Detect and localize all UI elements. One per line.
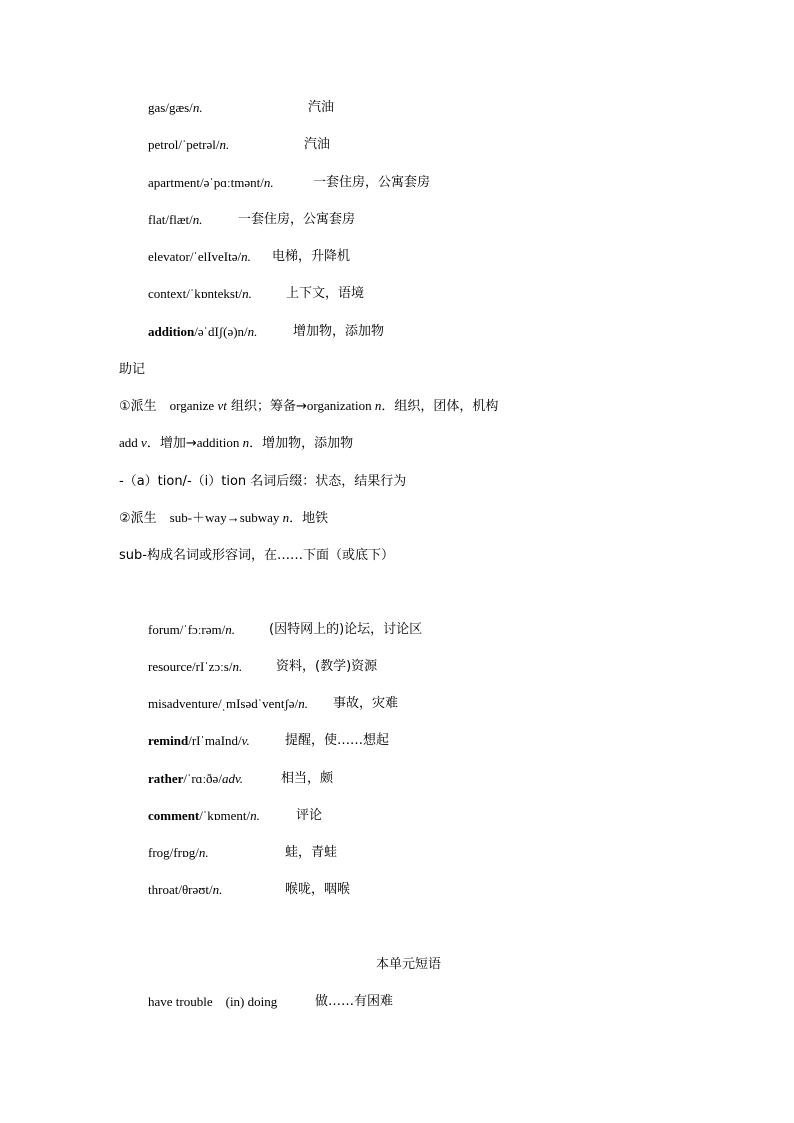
vocab-phonetic: /əˈdIʃ(ə)n/	[194, 324, 248, 339]
vocab-phonetic: /frɒg/	[169, 845, 199, 860]
note-meaning: ．增加物，添加物	[249, 436, 354, 451]
note-line-3	[119, 472, 406, 491]
vocab-meaning: 相当，颇	[281, 771, 334, 786]
vocab-item	[148, 323, 548, 341]
vocab-item	[148, 248, 548, 266]
vocab-meaning: 电梯，升降机	[272, 249, 351, 264]
phrase-item	[148, 993, 548, 1011]
notes-title-text: 助记	[119, 362, 146, 377]
vocab-pos: n.	[225, 622, 236, 637]
vocab-phonetic: /ˈpetrəl/	[178, 137, 220, 152]
notes-title	[119, 360, 145, 379]
vocab-item	[148, 136, 548, 154]
phrase-en: have trouble (in) doing	[148, 994, 278, 1009]
vocab-pos: n.	[212, 882, 223, 897]
vocab-word: throat	[148, 882, 179, 897]
note-pos: v	[141, 435, 147, 450]
vocab-item	[148, 211, 548, 229]
vocab-word: elevator	[148, 249, 190, 264]
vocab-pos: n.	[241, 249, 251, 264]
vocab-meaning: 提醒，使……想起	[285, 733, 390, 748]
vocab-meaning: 一套住房，公寓套房	[313, 175, 431, 190]
vocab-meaning: 汽油	[308, 100, 335, 115]
vocab-word: misadventure	[148, 696, 219, 711]
note-meaning: ．组织，团体，机构	[381, 399, 499, 414]
vocab-phonetic: /ˈfɔːrəm/	[179, 622, 226, 637]
vocab-pos: n.	[219, 137, 230, 152]
vocab-pos: n.	[192, 212, 203, 227]
vocab-pos: n.	[247, 324, 258, 339]
vocab-item	[148, 807, 548, 825]
vocab-phonetic: /rIˈmaInd/	[188, 733, 242, 748]
vocab-item	[148, 770, 548, 788]
note-prefix: ②派生	[119, 511, 157, 526]
note-meaning: ．地铁	[289, 511, 329, 526]
vocab-word: rather	[148, 771, 184, 786]
vocab-phonetic: /əˈpɑːtmənt/	[199, 175, 264, 190]
note-pos: n	[242, 435, 250, 450]
vocab-meaning: 增加物，添加物	[293, 324, 385, 339]
vocab-phonetic: /gæs/	[165, 100, 193, 115]
vocab-word: forum	[148, 622, 180, 637]
vocab-pos: n.	[298, 696, 308, 711]
note-word: organization	[306, 398, 372, 413]
vocab-pos: n.	[232, 659, 243, 674]
vocab-item	[148, 99, 548, 117]
vocab-phonetic: /flæt/	[165, 212, 193, 227]
vocab-word: flat	[148, 212, 166, 227]
note-prefix-text: sub-构成名词或形容词，在……下面（或底下）	[119, 548, 394, 563]
vocab-meaning: 资料，(教学)资源	[276, 659, 378, 674]
vocab-item	[148, 695, 548, 713]
vocab-meaning: 蛙，青蛙	[285, 845, 338, 860]
vocab-pos: n.	[250, 808, 260, 823]
note-body: sub-＋way→subway	[169, 510, 280, 525]
vocab-meaning: (因特网上的)论坛，讨论区	[269, 622, 423, 637]
vocab-word: frog	[148, 845, 170, 860]
note-word: add	[119, 435, 138, 450]
vocab-pos: v.	[241, 733, 250, 748]
vocab-pos: n.	[198, 845, 209, 860]
vocab-item	[148, 621, 548, 639]
vocab-meaning: 评论	[296, 808, 323, 823]
note-word: addition	[196, 435, 240, 450]
vocab-phonetic: /ˈkɒment/	[199, 808, 251, 823]
vocab-item	[148, 174, 548, 192]
vocab-word: addition	[148, 324, 195, 339]
vocab-meaning: 汽油	[304, 137, 331, 152]
note-pos: n	[374, 398, 382, 413]
note-meaning: 组织；筹备→	[226, 399, 307, 414]
vocab-pos: n.	[263, 175, 274, 190]
vocab-pos: n.	[192, 100, 203, 115]
vocab-word: context	[148, 286, 187, 301]
note-word: organize	[169, 398, 215, 413]
note-line-1	[119, 397, 498, 416]
note-line-5	[119, 546, 394, 565]
phrases-heading: 本单元短语	[376, 957, 442, 972]
note-pos: n	[282, 510, 290, 525]
vocab-item	[148, 285, 548, 303]
note-prefix: ①派生	[119, 399, 157, 414]
vocab-meaning: 喉咙，咽喉	[285, 882, 351, 897]
vocab-word: petrol	[148, 137, 179, 152]
vocab-phonetic: /ˈrɑːðə/	[183, 771, 222, 786]
vocab-phonetic: /θrəʊt/	[178, 882, 213, 897]
vocab-pos: n.	[242, 286, 252, 301]
vocab-pos: adv.	[221, 771, 243, 786]
vocab-word: resource	[148, 659, 193, 674]
note-line-2	[119, 434, 353, 453]
vocab-item	[148, 732, 548, 750]
vocab-item	[148, 881, 548, 899]
note-suffix-text: -（a）tion/-（i）tion 名词后缀：状态，结果行为	[119, 474, 407, 489]
vocab-meaning: 上下文，语境	[286, 286, 365, 301]
vocab-phonetic: /ˈkɒntekst/	[186, 286, 243, 301]
vocab-meaning: 事故，灾难	[333, 696, 399, 711]
note-meaning: ．增加→	[146, 436, 197, 451]
vocab-item	[148, 844, 548, 862]
vocab-word: remind	[148, 733, 189, 748]
note-pos: vt	[217, 398, 227, 413]
note-line-4	[119, 509, 328, 528]
vocab-phonetic: /ˌmIsədˈventʃə/	[218, 696, 299, 711]
vocab-word: apartment	[148, 175, 200, 190]
vocab-word: gas	[148, 100, 166, 115]
phrase-zh: 做……有困难	[315, 994, 394, 1009]
vocab-item	[148, 658, 548, 676]
vocab-word: comment	[148, 808, 200, 823]
vocab-phonetic: /rIˈzɔːs/	[192, 659, 233, 674]
vocab-meaning: 一套住房，公寓套房	[238, 212, 356, 227]
vocab-phonetic: /ˈelIveItə/	[189, 249, 242, 264]
